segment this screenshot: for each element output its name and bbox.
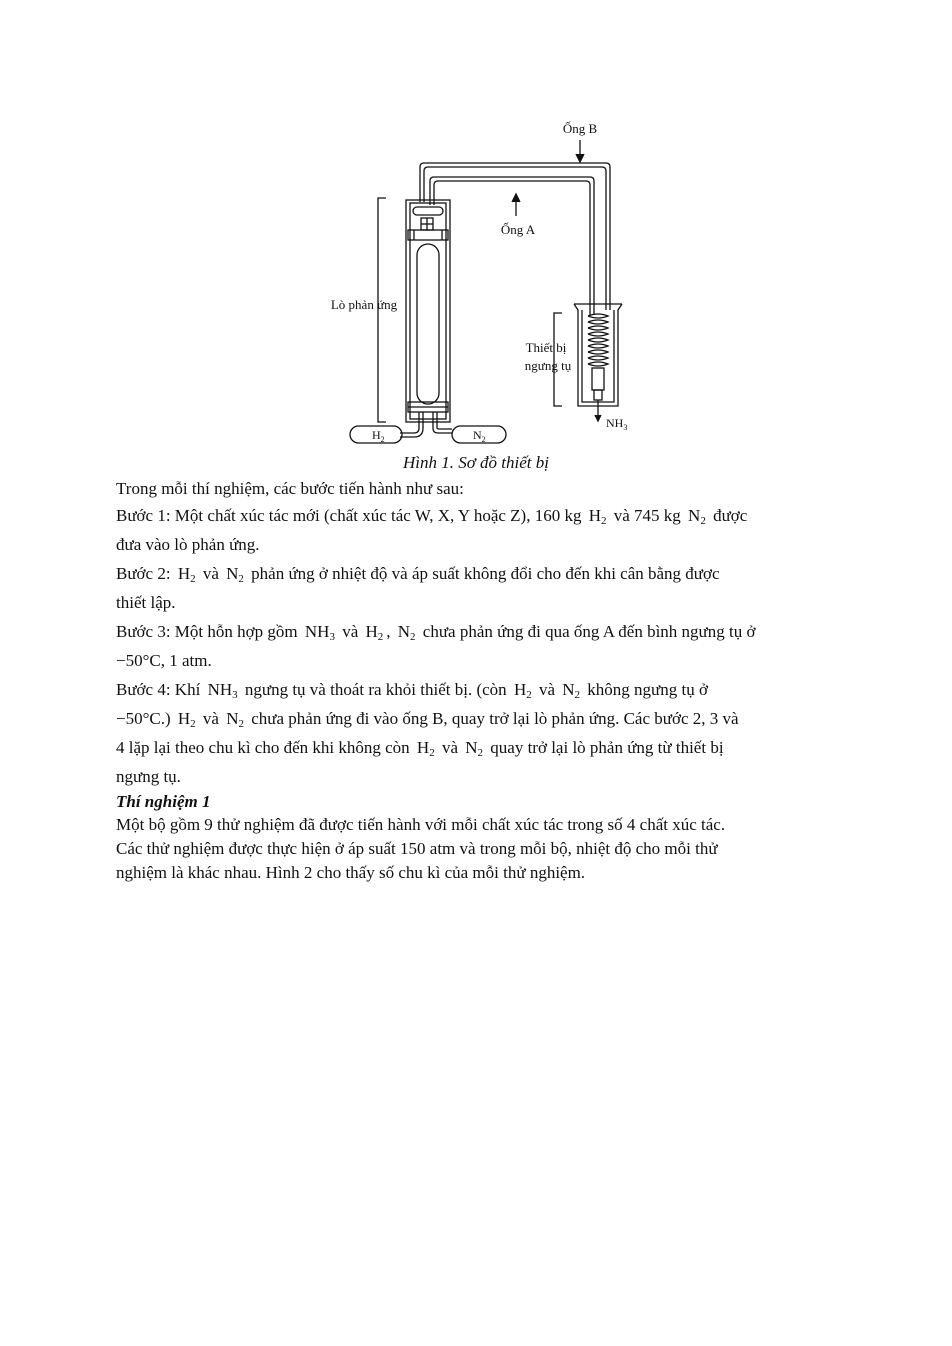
- label-n2: $N_2$: [473, 428, 486, 444]
- pipe-ong-a: [430, 177, 594, 315]
- experiment-line-3: nghiệm là khác nhau. Hình 2 cho thấy số chu kì của mỗi thử nghiệm.: [116, 863, 586, 882]
- procedure-text: [116, 477, 846, 885]
- label-ong-a: Ống A: [500, 222, 536, 237]
- step-1: Bước 1: Một chất xúc tác mới (chất xúc tác W, X, Y hoặc Z), 160 kg $H_2$ và 745 kg $N_2$ được đưa vào lò phản ứng.: [116, 506, 748, 554]
- intro-line: Trong mỗi thí nghiệm, các bước tiến hành như sau:: [116, 479, 464, 498]
- experiment-line-1: Một bộ gồm 9 thử nghiệm đã được tiến hành với mỗi chất xúc tác trong số 4 chất xúc tác.: [116, 815, 726, 834]
- step-2: Bước 2: $H_2$ và $N_2$ phản ứng ở nhiệt độ và áp suất không đổi cho đến khi cân bằng được thiết lập.: [116, 564, 720, 612]
- label-thiet-bi-2: ngưng tụ: [524, 358, 572, 373]
- condenser-vessel: [574, 304, 622, 406]
- reactor-vessel: [406, 200, 450, 422]
- label-h2: $H_2$: [372, 428, 385, 444]
- step-3: Bước 3: Một hỗn hợp gồm $NH_3$ và $H_2$ , $N_2$ chưa phản ứng đi qua ống A đến bình ngưng tụ ở −50°C, 1 atm.: [116, 622, 756, 670]
- condenser-coil: [588, 314, 608, 366]
- label-ong-b: Ống B: [562, 121, 598, 136]
- apparatus-diagram: [300, 110, 660, 455]
- figure-caption: Hình 1. Sơ đồ thiết bị: [402, 453, 549, 472]
- label-thiet-bi-1: Thiết bị: [525, 340, 567, 355]
- experiment-line-2: Các thử nghiệm được thực hiện ở áp suất 150 atm và trong mỗi bộ, nhiệt độ cho mỗi thử: [116, 839, 718, 858]
- label-lo-phan-ung: Lò phản ứng: [330, 297, 398, 312]
- catalyst-tube: [417, 244, 439, 404]
- label-nh3: $NH_3$: [606, 416, 628, 432]
- experiment-title: Thí nghiệm 1: [116, 792, 211, 811]
- step-4: Bước 4: Khí $NH_3$ ngưng tụ và thoát ra khỏi thiết bị. (còn $H_2$ và $N_2$ không ngưng tụ ở −50°C.) $H_2$ và $N_2$ chưa phản ứng đi vào ống B, quay trở lại lò phản ứng. Các bước 2, 3 và 4 lặp lại theo chu kì cho đến khi không còn $H_2$ và $N_2$ quay trở lại lò phản ứng từ thiết bị ngưng tụ.: [116, 680, 739, 786]
